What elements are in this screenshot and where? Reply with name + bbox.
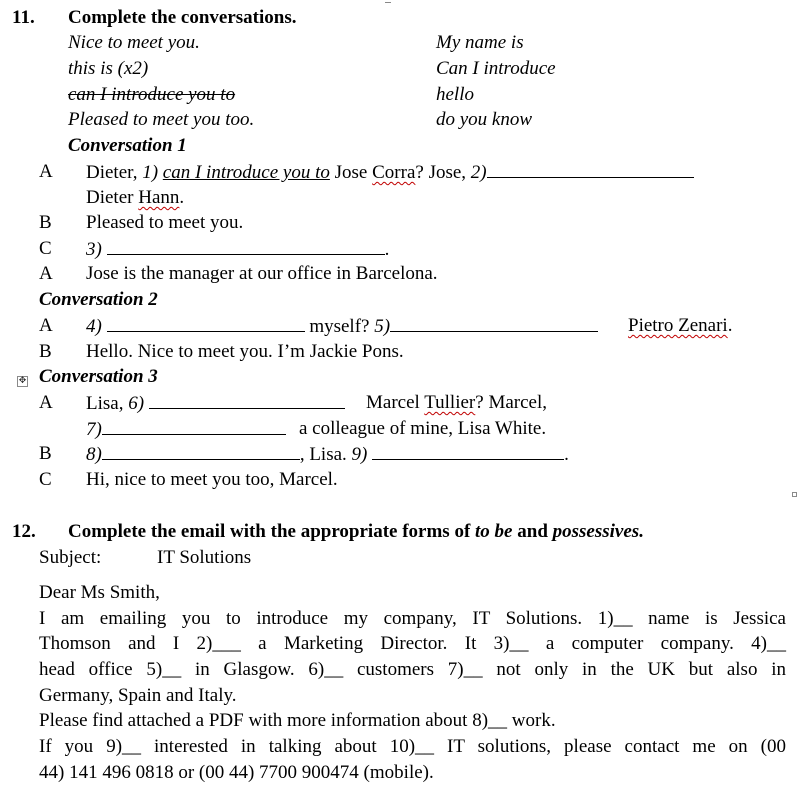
speaker-label: C [39,469,52,490]
exercise-11-number: 11. [12,7,35,28]
conversation-3-heading: Conversation 3 [39,366,158,387]
email-line-5: Please find attached a PDF with more information about 8)__ work. [39,710,556,731]
conv1-line-c [86,236,389,263]
email-line-1: I am emailing you to introduce my company, IT Solutions. 1)__ name is Jessica [39,608,786,629]
text: . [727,315,733,336]
text: Jose [329,162,373,183]
email-line-3: head office 5)__ in Glasgow. 6)__ customers 7)__ not only in the UK but also in [39,659,786,680]
blank-number: 1) [142,162,163,183]
email-subject-value: IT Solutions [157,547,252,568]
email-greeting: Dear Ms Smith, [39,582,160,603]
conversation-2-heading: Conversation 2 [39,289,158,310]
text: . [179,187,185,208]
conv3-line-a [86,390,345,417]
blank-number: 4) [86,316,107,337]
answer-blank-9[interactable] [372,441,564,460]
move-arrows-icon: ✥ [18,376,27,386]
conv3-line-a-cont [86,416,286,443]
email-line-2: Thomson and I 2)___ a Marketing Director. It 3)__ a computer company. 4)__ [39,633,786,654]
speaker-label: C [39,238,52,259]
conv2-line-a [86,313,598,340]
conv1-line-b: Pleased to meet you. [86,212,244,233]
table-move-handle-icon[interactable] [17,376,28,387]
conv1-line-a2: Jose is the manager at our office in Barcelona. [86,263,438,284]
conv1-line-a1 [86,159,694,186]
email-subject-label: Subject: [39,547,102,568]
blank-number: 3) [86,239,107,260]
blank-number: 7) [86,419,102,440]
text: myself? [304,316,375,337]
answer-blank-3[interactable] [107,236,385,255]
answer-blank-8[interactable] [102,441,300,460]
exercise-12-number: 12. [12,521,36,542]
blank-number: 6) [128,393,149,414]
spell-flag-tullier: Tullier [424,392,476,413]
speaker-label: A [39,161,53,182]
text: to be [475,521,513,542]
email-line-4: Germany, Spain and Italy. [39,685,237,706]
exercise-11-title: Complete the conversations. [68,7,297,28]
speaker-label: B [39,443,52,464]
conv3-line-a-name [366,390,547,416]
text: and [512,521,553,542]
conv3-line-b [86,441,569,468]
conv2-name [628,313,732,339]
table-resize-handle[interactable] [792,492,797,497]
text: Complete the email with the appropriate forms of [68,521,476,542]
blank-number: 8) [86,444,102,465]
spell-flag-hann: Hann [138,187,180,208]
text: possessives. [552,521,644,542]
text: ? Jose, [415,162,471,183]
conv3-line-a-cont-text: a colleague of mine, Lisa White. [299,418,547,439]
text: Dieter, [86,162,143,183]
speaker-label: A [39,315,53,336]
conv3-line-c: Hi, nice to meet you too, Marcel. [86,469,338,490]
answer-blank-2[interactable] [487,159,694,178]
answer-blank-4[interactable] [107,313,305,332]
answer-blank-7[interactable] [102,416,286,435]
text: Dieter [86,187,139,208]
email-line-6: If you 9)__ interested in talking about 10)__ IT solutions, please contact me on (00 [39,736,786,757]
text: . [384,239,390,260]
text: ? Marcel, [475,392,547,413]
answer-blank-6[interactable] [149,390,345,409]
text: . [564,444,569,465]
speaker-label: B [39,341,52,362]
phrase-can-i-introduce-you-to: can I introduce you to [68,84,236,105]
conversation-1-heading: Conversation 1 [68,135,187,156]
phrase-this-is: this is (x2) [68,58,149,79]
spell-flag-pietro-zenari: Pietro Zenari [628,315,728,336]
text: Marcel [366,392,425,413]
phrase-nice-to-meet-you: Nice to meet you. [68,32,200,53]
speaker-label: A [39,263,53,284]
speaker-label: A [39,392,53,413]
speaker-label: B [39,212,52,233]
answer-blank-5[interactable] [390,313,598,332]
exercise-12-title [68,519,644,545]
email-line-7: 44) 141 496 0818 or (00 44) 7700 900474 (mobile). [39,762,434,783]
phrase-do-you-know: do you know [436,109,533,130]
answer-1: can I introduce you to [162,162,330,183]
phrase-my-name-is: My name is [436,32,524,53]
text: Lisa, [86,393,129,414]
top-edge-mark [385,0,391,3]
blank-number: 5) [374,316,391,337]
text: , Lisa. [299,444,352,465]
conv2-line-b: Hello. Nice to meet you. I’m Jackie Pons. [86,341,404,362]
conv1-line-a1-cont [86,185,184,211]
phrase-can-i-introduce: Can I introduce [436,58,556,79]
blank-number: 9) [351,444,373,465]
spell-flag-corra: Corra [372,162,416,183]
blank-number: 2) [470,162,487,183]
phrase-pleased-to-meet-you-too: Pleased to meet you too. [68,109,255,130]
phrase-hello: hello [436,84,474,105]
